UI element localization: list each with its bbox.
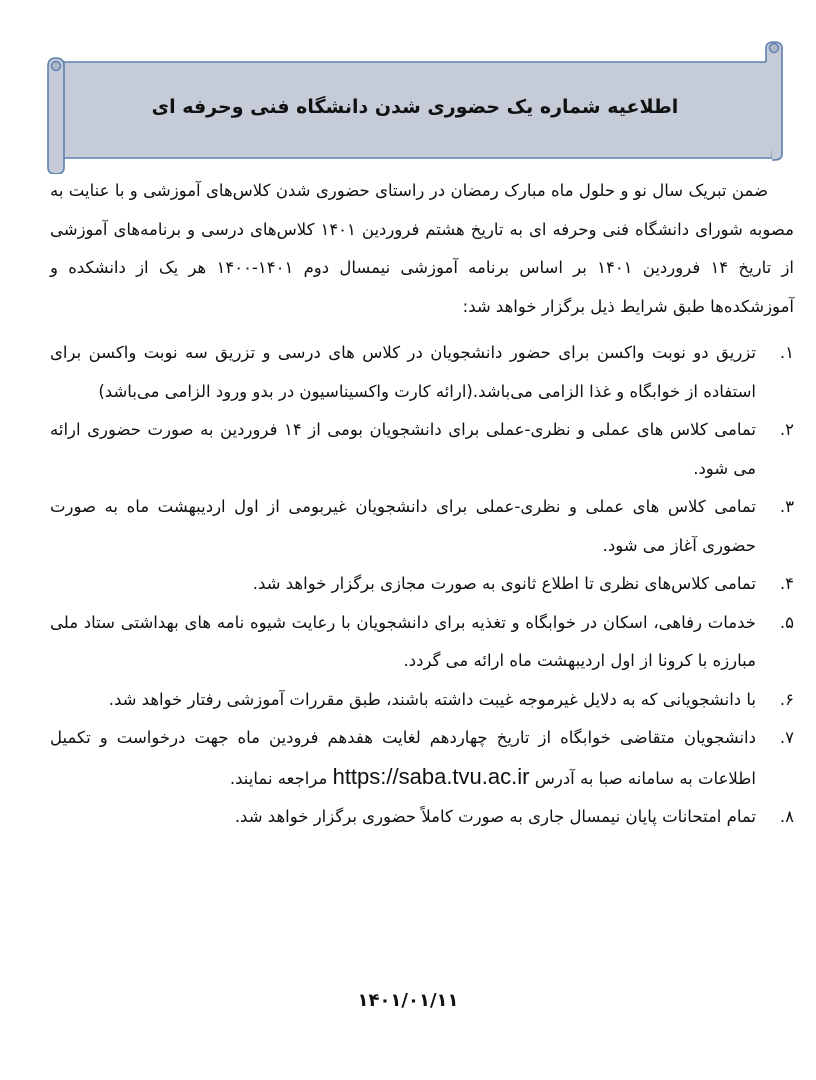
item-number: ۴. (779, 574, 794, 593)
item-text: با دانشجویانی که به دلایل غیرموجه غیبت داشته باشند، طبق مقررات آموزشی رفتار خواهد شد. (108, 689, 756, 709)
item-text-after: مراجعه نمایند. (229, 768, 328, 788)
item-text: دانشجویان متقاضی خوابگاه از تاریخ چهاردهم لغایت هفدهم فرودین ماه جهت درخواست و تکمیل اطلاعات به سامانه صبا به آدرس (50, 728, 756, 788)
page-title: اطلاعیه شماره یک حضوری شدن دانشگاه فنی وحرفه ای (151, 96, 679, 118)
announcement-date: ۱۴۰۱/۰۱/۱۱ (357, 990, 459, 1011)
saba-url-link[interactable]: https://saba.tvu.ac.ir (332, 763, 530, 789)
list-item (50, 488, 794, 565)
item-text: تمام امتحانات پایان نیمسال جاری به صورت کاملاً حضوری برگزار خواهد شد. (234, 807, 756, 826)
announcement-body (50, 172, 794, 837)
item-number: ۵. (779, 612, 794, 632)
item-text: تمامی کلاس‌های نظری تا اطلاع ثانوی به صورت مجازی برگزار خواهد شد. (252, 574, 756, 593)
list-item (50, 604, 794, 681)
item-number: ۷. (779, 728, 794, 747)
item-number: ۲. (779, 420, 794, 439)
list-item (50, 565, 794, 604)
item-number: ۳. (779, 497, 794, 516)
item-number: ۱. (779, 343, 794, 362)
item-text: تزریق دو نوبت واکسن برای حضور دانشجویان در کلاس های درسی و تزریق سه نوبت واکسن برای استفاده از خوابگاه و غذا الزامی می‌باشد.(ارائه کارت واکسیناسیون در بدو ورود الزامی می‌باشد) (50, 343, 756, 401)
item-number: ۶. (779, 689, 794, 709)
conditions-list (50, 334, 794, 837)
list-item (50, 411, 794, 488)
item-text: تمامی کلاس های عملی و نظری-عملی برای دانشجویان غیربومی از اول اردیبهشت ماه به صورت حضوری آغاز می شود. (50, 497, 756, 555)
list-item (50, 719, 794, 798)
list-item (50, 334, 794, 411)
item-text: تمامی کلاس های عملی و نظری-عملی برای دانشجویان بومی از ۱۴ فروردین به صورت حضوری ارائه می شود. (50, 420, 756, 478)
item-number: ۸. (779, 807, 794, 826)
intro-paragraph: ضمن تبریک سال نو و حلول ماه مبارک رمضان در راستای حضوری شدن کلاس‌های آموزشی و با عنایت به مصوبه شورای دانشگاه فنی وحرفه ای به تاریخ هشتم فروردین ۱۴۰۱ کلاس‌های درسی و برنامه‌های آموزشی از تاریخ ۱۴ فروردین ۱۴۰۱ بر اساس برنامه آموزشی نیمسال دوم ۱۴۰۱-۱۴۰۰ هر یک از دانشکده و آموزشکده‌ها طبق شرایط ذیل برگزار خواهد شد: (50, 181, 795, 316)
list-item (50, 798, 794, 837)
list-item (50, 681, 794, 720)
title-banner (44, 40, 786, 174)
item-text: خدمات رفاهی، اسکان در خوابگاه و تغذیه برای دانشجویان با رعایت شیوه نامه های بهداشتی ستاد ملی مبارزه با کرونا از اول اردیبهشت ماه ارائه می گردد. (50, 612, 756, 670)
